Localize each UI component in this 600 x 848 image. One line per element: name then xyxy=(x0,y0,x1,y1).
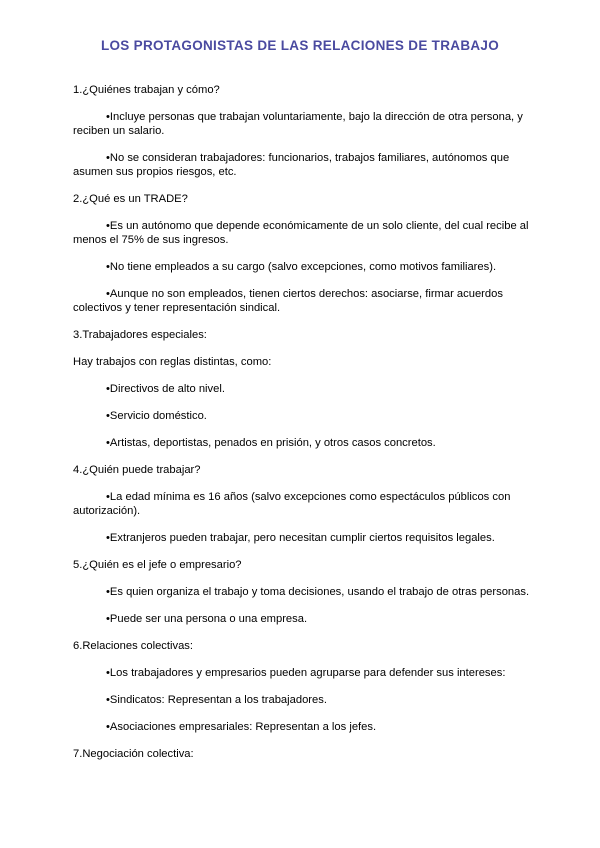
section-heading: 1.¿Quiénes trabajan y cómo? xyxy=(73,84,220,96)
bullet-item: •Puede ser una persona o una empresa. xyxy=(106,613,308,625)
bullet-item: •Artistas, deportistas, penados en prisión, y otros casos concretos. xyxy=(106,437,436,449)
section-intro: Hay trabajos con reglas distintas, como: xyxy=(73,356,272,368)
bullet-item: •Sindicatos: Representan a los trabajadores. xyxy=(106,694,327,706)
section-heading: 2.¿Qué es un TRADE? xyxy=(73,193,188,205)
section-heading: 4.¿Quién puede trabajar? xyxy=(73,464,201,476)
section-1 xyxy=(73,83,533,179)
page-title: LOS PROTAGONISTAS DE LAS RELACIONES DE TRABAJO xyxy=(100,38,500,53)
section-2 xyxy=(73,192,533,315)
bullet-item: •Asociaciones empresariales: Representan a los jefes. xyxy=(106,721,377,733)
bullet-item: •Los trabajadores y empresarios pueden agruparse para defender sus intereses: xyxy=(106,667,506,679)
section-7 xyxy=(73,747,533,761)
bullet-item: •No se consideran trabajadores: funcionarios, trabajos familiares, autónomos que asumen sus propios riesgos, etc. xyxy=(73,152,510,178)
section-heading: 7.Negociación colectiva: xyxy=(73,748,194,760)
section-6 xyxy=(73,639,533,734)
section-3 xyxy=(73,328,533,450)
bullet-item: •Directivos de alto nivel. xyxy=(106,383,225,395)
bullet-item: •Extranjeros pueden trabajar, pero necesitan cumplir ciertos requisitos legales. xyxy=(106,532,495,544)
bullet-item: •Servicio doméstico. xyxy=(106,410,207,422)
document-body xyxy=(73,83,533,774)
section-heading: 6.Relaciones colectivas: xyxy=(73,640,194,652)
bullet-item: •Aunque no son empleados, tienen ciertos derechos: asociarse, firmar acuerdos colectivos y tener representación sindical. xyxy=(73,288,503,314)
section-5 xyxy=(73,558,533,626)
section-heading: 3.Trabajadores especiales: xyxy=(73,329,207,341)
section-heading: 5.¿Quién es el jefe o empresario? xyxy=(73,559,242,571)
bullet-item: •La edad mínima es 16 años (salvo excepciones como espectáculos públicos con autorización). xyxy=(73,491,511,517)
bullet-item: •No tiene empleados a su cargo (salvo excepciones, como motivos familiares). xyxy=(106,261,497,273)
section-4 xyxy=(73,463,533,545)
bullet-item: •Incluye personas que trabajan voluntariamente, bajo la dirección de otra persona, y reciben un salario. xyxy=(73,111,523,137)
bullet-item: •Es un autónomo que depende económicamente de un solo cliente, del cual recibe al menos el 75% de sus ingresos. xyxy=(73,220,529,246)
bullet-item: •Es quien organiza el trabajo y toma decisiones, usando el trabajo de otras personas. xyxy=(106,586,530,598)
